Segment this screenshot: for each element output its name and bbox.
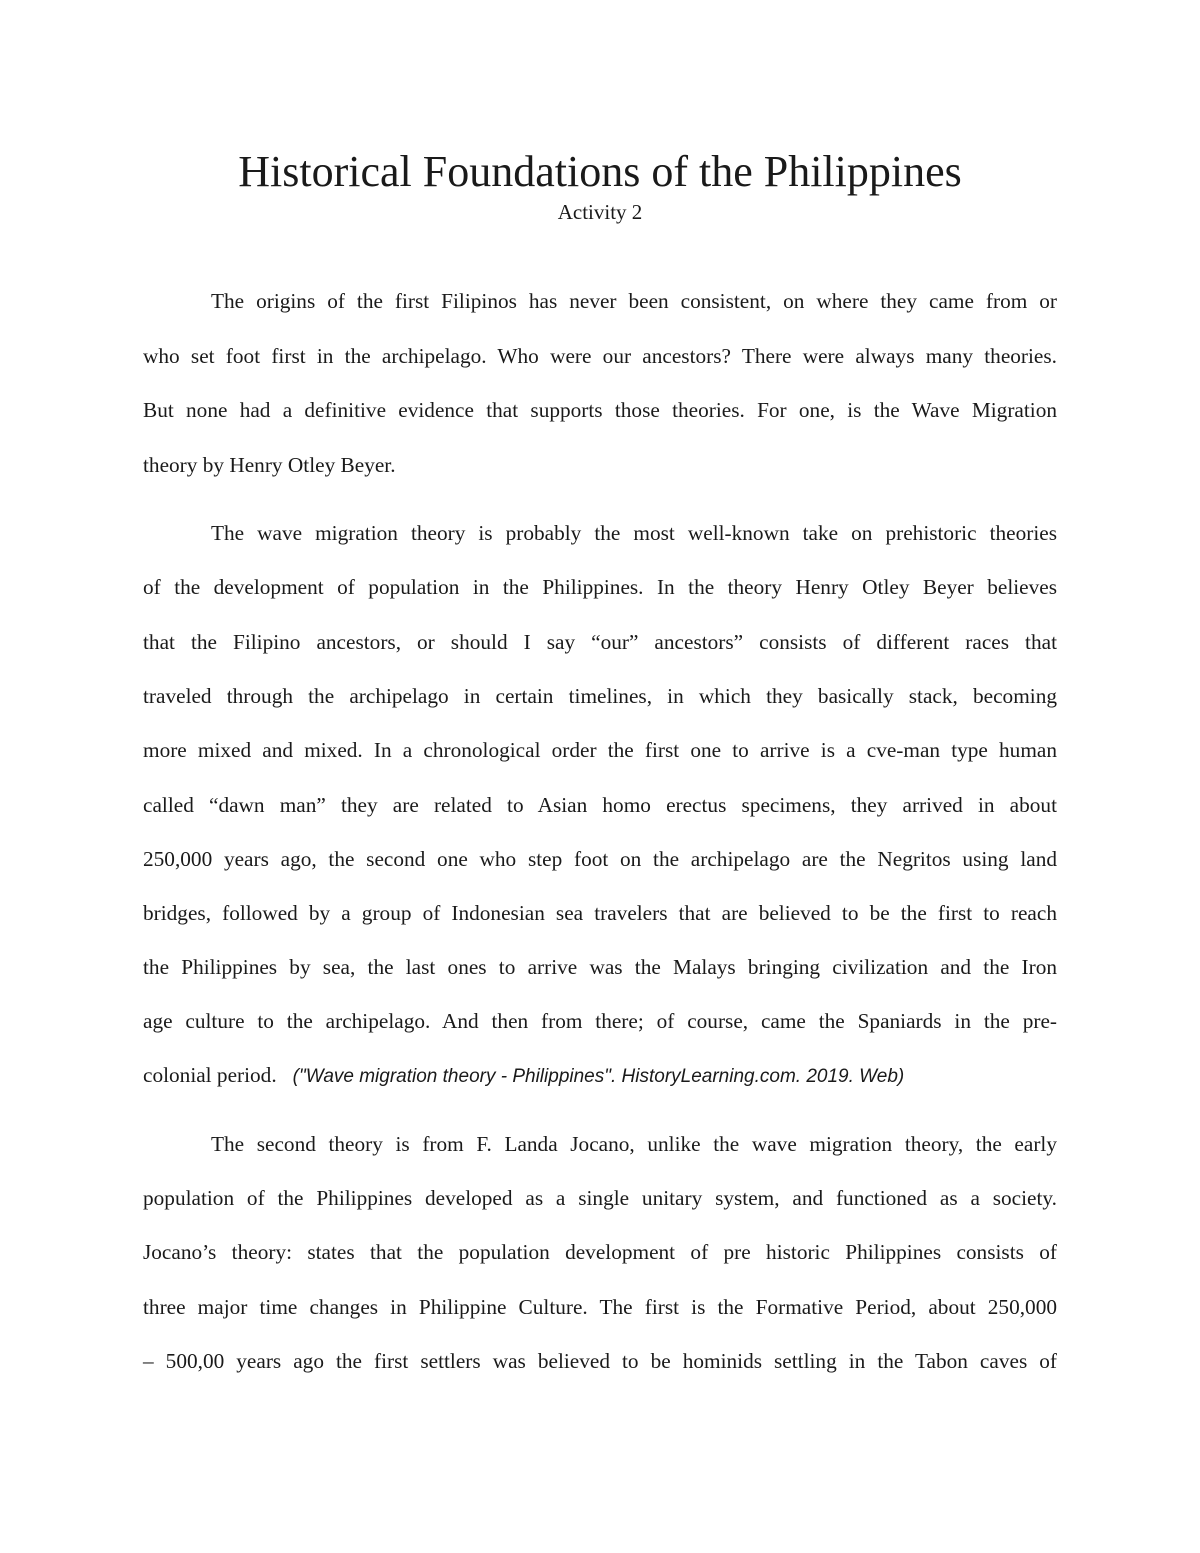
paragraph-2-line-1: The wave migration theory is probably the most well-known take on prehistoric theories <box>211 521 1057 545</box>
paragraph-2-line-8: bridges, followed by a group of Indonesian sea travelers that are believed to be the first to reach <box>143 901 1057 925</box>
paragraph-2-line-6: called “dawn man” they are related to Asian homo erectus specimens, they arrived in about <box>143 793 1057 817</box>
paragraph-1-line-4: theory by Henry Otley Beyer. <box>143 453 396 477</box>
paragraph-2-line-7: 250,000 years ago, the second one who step foot on the archipelago are the Negritos using land <box>143 847 1057 871</box>
paragraph-1-line-2: who set foot first in the archipelago. Who were our ancestors? There were always many theories. <box>143 344 1057 368</box>
paragraph-3-line-2: population of the Philippines developed as a single unitary system, and functioned as a society. <box>143 1186 1057 1210</box>
paragraph-2-line-2: of the development of population in the Philippines. In the theory Henry Otley Beyer believes <box>143 575 1057 599</box>
citation: ("Wave migration theory - Philippines". HistoryLearning.com. 2019. Web) <box>292 1066 905 1087</box>
paragraph-2-line-9: the Philippines by sea, the last ones to arrive was the Malays bringing civilization and the Iron <box>143 955 1057 979</box>
document-title: Historical Foundations of the Philippines <box>238 147 962 196</box>
paragraph-1-line-3: But none had a definitive evidence that supports those theories. For one, is the Wave Migration <box>143 398 1057 422</box>
paragraph-3-line-1: The second theory is from F. Landa Jocano, unlike the wave migration theory, the early <box>211 1132 1057 1156</box>
paragraph-2-line-11-text: colonial period. <box>143 1063 277 1087</box>
paragraph-2-line-4: traveled through the archipelago in certain timelines, in which they basically stack, becoming <box>143 684 1057 708</box>
paragraph-1-line-1: The origins of the first Filipinos has never been consistent, on where they came from or <box>211 289 1057 313</box>
paragraph-3-line-4: three major time changes in Philippine Culture. The first is the Formative Period, about 250,000 <box>143 1295 1057 1319</box>
paragraph-2-line-10: age culture to the archipelago. And then from there; of course, came the Spaniards in the pre- <box>143 1009 1057 1033</box>
paragraph-2-line-11 <box>143 1060 1057 1092</box>
paragraph-2-line-5: more mixed and mixed. In a chronological order the first one to arrive is a cve-man type human <box>143 738 1057 762</box>
paragraph-3-line-5: – 500,00 years ago the first settlers was believed to be hominids settling in the Tabon caves of <box>143 1349 1057 1373</box>
paragraph-3-line-3: Jocano’s theory: states that the population development of pre historic Philippines consists of <box>143 1240 1057 1264</box>
document-subtitle: Activity 2 <box>557 200 643 224</box>
paragraph-2-line-3: that the Filipino ancestors, or should I say “our” ancestors” consists of different races that <box>143 630 1057 654</box>
